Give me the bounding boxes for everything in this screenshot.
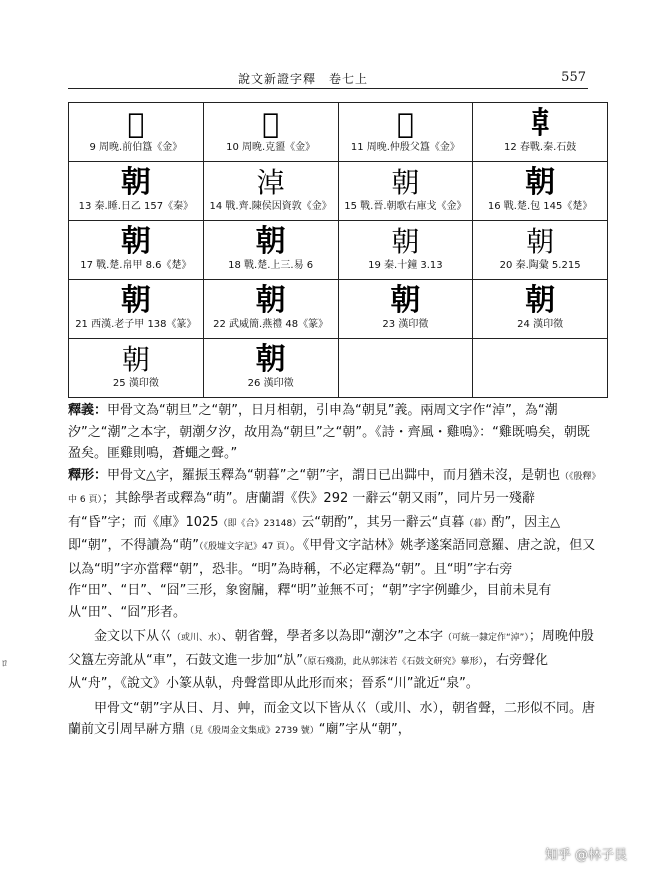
margin-mark: ﾛ	[2, 659, 7, 670]
form-text: 甲骨文△字，羅振玉釋為“朝暮”之“朝”字，謂日已出茻中，而月猶未沒，是朝也	[107, 467, 560, 483]
body-text	[68, 400, 598, 743]
watermark: 知乎 @林子艮	[544, 848, 627, 863]
glyph-cell-empty	[338, 339, 473, 398]
oracle-text: “廟”字从“朝”，	[318, 722, 411, 737]
glyph-caption: 18 戰.楚.上三.易 6	[228, 260, 314, 271]
glyph-cell	[69, 280, 204, 339]
bronze-text: 金文以下从巜	[94, 629, 173, 644]
glyph-cell	[69, 339, 204, 398]
meaning-text: 甲骨文為“朝旦”之“朝”，日月相朝，引申為“朝見”義。兩周文字作“淖”，為“潮汐”之“潮”之本字，朝潮夕汐，故用為“朝旦”之“朝”。《詩・齊風・雞鳴》：“雞既鳴矣，朝既盈矣。匪雞則鳴，蒼蠅之聲。”	[68, 403, 590, 461]
glyph-image: 朝	[121, 343, 150, 376]
citation: （《殷墟文字記》47 頁）	[198, 542, 290, 552]
glyph-cell	[69, 221, 204, 280]
paragraph-oracle	[68, 698, 598, 743]
glyph-image	[473, 339, 607, 377]
glyph-image: 𠦝	[525, 106, 556, 141]
glyph-caption: 16 戰.楚.包 145《楚》	[487, 201, 593, 212]
glyph-cell	[473, 221, 608, 280]
glyph-cell	[203, 221, 338, 280]
glyph-cell	[473, 103, 608, 162]
glyph-image: 朝	[391, 225, 420, 258]
citation: （原石殘泐，此从郭沫若《石鼓文研究》摹形）	[302, 656, 483, 667]
form-text: 云“朝酌”，其另一辭云“貞暮	[301, 514, 465, 530]
glyph-cell	[338, 103, 473, 162]
glyph-caption: 12 春戰.秦.石鼓	[503, 142, 577, 153]
glyph-image: 朝	[120, 224, 151, 259]
glyph-image: 朝	[255, 342, 286, 377]
glyph-cell-empty	[473, 339, 608, 398]
paragraph-bronze	[68, 626, 598, 695]
glyph-image: 朝	[526, 225, 555, 258]
glyph-cell	[338, 162, 473, 221]
citation: （《殷釋》中 6 頁）	[68, 471, 596, 505]
meaning-label: 釋義：	[68, 403, 108, 418]
running-title: 說文新證字釋 卷七上	[238, 72, 369, 86]
glyph-image: 淖	[256, 166, 285, 199]
glyph-cell	[69, 162, 204, 221]
glyph-cell	[69, 103, 204, 162]
form-label: 釋形：	[68, 467, 108, 483]
glyph-image	[339, 339, 473, 377]
form-text: ；其餘學者或釋為“萌”。唐蘭謂《佚》292 一辭云“朝又雨”，同片另一殘辭有“昏”字；而《庫》1025	[68, 491, 535, 530]
glyph-caption: 21 西漢.老子甲 138《篆》	[75, 319, 197, 330]
bronze-text: 、朝省聲，學者多以為即“潮汐”之本字	[221, 629, 444, 644]
glyph-image: 朝	[120, 165, 151, 200]
glyph-caption: 25 漢印徵	[112, 378, 159, 389]
glyph-cell	[338, 280, 473, 339]
citation: （見《殷周金文集成》2739 號）	[185, 726, 319, 736]
glyph-image: 朝	[120, 283, 151, 318]
form-text: 酌”，因主△即“朝”，不得讀為“萌”	[68, 514, 561, 553]
bronze-text: ，右旁聲化从“舟”，《說文》小篆从倝，舟聲當即从此形而來；晉系“川”訛近“泉”。	[68, 652, 548, 691]
glyph-cell	[338, 221, 473, 280]
paragraph-form	[68, 465, 598, 624]
glyph-caption: 9 周晚.前伯簋《金》	[89, 142, 183, 153]
glyph-image: 𣉵	[127, 107, 145, 140]
glyph-caption: 23 漢印徵	[382, 319, 429, 330]
glyph-caption: 15 戰.晉.朝歌右庫戈《金》	[344, 201, 467, 212]
glyph-caption: 22 武威簡.燕禮 48《篆》	[213, 319, 329, 330]
glyph-caption: 17 戰.楚.帛甲 8.6《楚》	[80, 260, 192, 271]
glyph-cell	[203, 162, 338, 221]
citation: （即《合》23148）	[218, 518, 302, 529]
glyph-image: 朝	[255, 283, 286, 318]
glyph-caption: 13 秦.睡.日乙 157《秦》	[78, 201, 194, 212]
glyph-image: 𣉵	[396, 107, 414, 140]
page-number: 557	[561, 70, 586, 85]
citation: （暮）	[464, 518, 492, 529]
bronze-text: ；周晚仲殷父簋左旁訛从“車”，石鼓文進一步加“㫃”	[68, 629, 594, 668]
glyph-cell	[203, 280, 338, 339]
glyph-table	[68, 102, 608, 398]
glyph-caption: 11 周晚.仲殷父簋《金》	[350, 142, 460, 153]
citation: （可統一隸定作“淖”）	[443, 633, 529, 643]
glyph-image: 朝	[525, 165, 556, 200]
form-text: 。《甲骨文字詁林》姚孝遂案語同意羅、唐之說，但又以為“明”字亦當釋“朝”，恐非。“明”為時稱，不必定釋為“朝”。且“明”字右旁作“田”、“日”、“囧”三形，象窗牖，釋“明”並無不可；“朝”字字例雖少，目前未見有从“田”、“囧”形者。	[68, 538, 596, 620]
glyph-cell	[473, 162, 608, 221]
glyph-image: 朝	[391, 166, 420, 199]
glyph-caption: 14 戰.齊.陳侯因資敦《金》	[209, 201, 332, 212]
glyph-caption: 19 秦.十鐘 3.13	[368, 260, 443, 271]
glyph-cell	[473, 280, 608, 339]
glyph-image: 朝	[525, 283, 556, 318]
glyph-caption: 24 漢印徵	[517, 319, 564, 330]
glyph-image: 𣉵	[262, 107, 280, 140]
page-header	[68, 68, 588, 89]
paragraph-meaning	[68, 400, 598, 465]
glyph-image: 朝	[255, 224, 286, 259]
glyph-cell	[203, 103, 338, 162]
glyph-image: 朝	[390, 283, 421, 318]
citation: （或川、水）	[172, 633, 222, 643]
oracle-text: 甲骨文“朝”字从日、月、艸，而金文以下皆从巜（或川、水），朝省聲，二形似不同。唐蘭前文引周早𩰫方鼎	[68, 700, 595, 737]
glyph-caption: 20 秦.陶彙 5.215	[499, 260, 581, 271]
glyph-caption: 26 漢印徵	[247, 378, 294, 389]
glyph-caption: 10 周晚.克盨《金》	[226, 142, 316, 153]
glyph-cell	[203, 339, 338, 398]
